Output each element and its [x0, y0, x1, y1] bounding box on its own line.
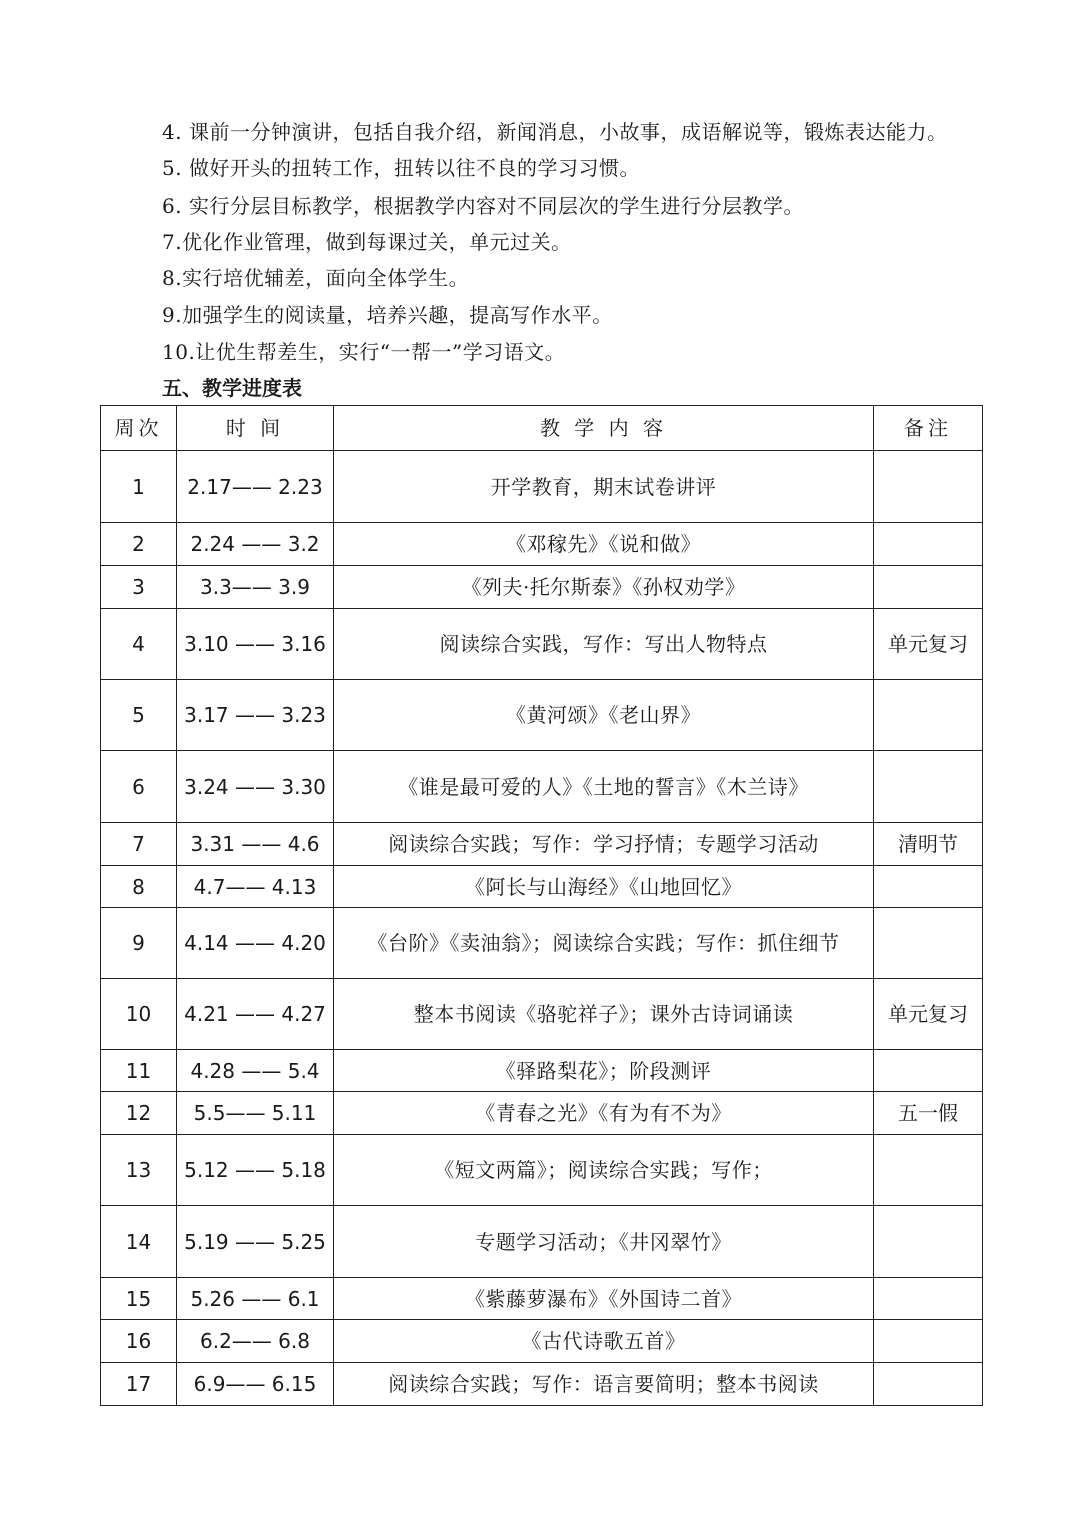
note-cell: 五一假 — [874, 1092, 983, 1135]
table-row — [101, 566, 983, 609]
week-cell: 13 — [101, 1135, 177, 1206]
content-cell: 《短文两篇》；阅读综合实践；写作； — [334, 1135, 874, 1206]
header-note: 备注 — [874, 406, 983, 451]
header-content: 教 学 内 容 — [334, 406, 874, 451]
time-cell: 5.19 —— 5.25 — [177, 1206, 334, 1278]
header-week: 周次 — [101, 406, 177, 451]
time-cell: 5.5—— 5.11 — [177, 1092, 334, 1135]
content-cell: 《列夫·托尔斯泰》《孙权劝学》 — [334, 566, 874, 609]
table-row — [101, 1050, 983, 1092]
section-title: 五、教学进度表 — [162, 376, 302, 400]
content-cell: 专题学习活动；《井冈翠竹》 — [334, 1206, 874, 1278]
note-cell — [874, 566, 983, 609]
list-item-7: 7.优化作业管理，做到每课过关，单元过关。 — [162, 230, 572, 254]
week-cell: 7 — [101, 823, 177, 866]
time-cell: 6.9—— 6.15 — [177, 1363, 334, 1406]
table-row — [101, 1092, 983, 1135]
week-cell: 15 — [101, 1278, 177, 1320]
content-cell: 《青春之光》《有为有不为》 — [334, 1092, 874, 1135]
table-row — [101, 908, 983, 979]
week-cell: 8 — [101, 866, 177, 908]
time-cell: 4.7—— 4.13 — [177, 866, 334, 908]
week-cell: 3 — [101, 566, 177, 609]
list-item-5: 5. 做好开头的扭转工作，扭转以往不良的学习习惯。 — [162, 156, 640, 180]
note-cell: 清明节 — [874, 823, 983, 866]
note-cell — [874, 1206, 983, 1278]
table-row — [101, 1363, 983, 1406]
content-cell: 《古代诗歌五首》 — [334, 1320, 874, 1363]
time-cell: 2.24 —— 3.2 — [177, 523, 334, 566]
week-cell: 17 — [101, 1363, 177, 1406]
table-row — [101, 523, 983, 566]
table-row — [101, 866, 983, 908]
list-item-8: 8.实行培优辅差，面向全体学生。 — [162, 266, 470, 290]
time-cell: 3.31 —— 4.6 — [177, 823, 334, 866]
list-item-6: 6. 实行分层目标教学，根据教学内容对不同层次的学生进行分层教学。 — [162, 194, 804, 218]
week-cell: 5 — [101, 680, 177, 751]
note-cell: 单元复习 — [874, 609, 983, 680]
table-row — [101, 1278, 983, 1320]
note-cell — [874, 866, 983, 908]
content-cell: 开学教育，期末试卷讲评 — [334, 451, 874, 523]
note-cell — [874, 1278, 983, 1320]
time-cell: 3.3—— 3.9 — [177, 566, 334, 609]
time-cell: 4.21 —— 4.27 — [177, 979, 334, 1050]
header-time: 时 间 — [177, 406, 334, 451]
table-row — [101, 1206, 983, 1278]
table-row — [101, 451, 983, 523]
note-cell — [874, 908, 983, 979]
week-cell: 6 — [101, 751, 177, 823]
note-cell — [874, 1135, 983, 1206]
week-cell: 12 — [101, 1092, 177, 1135]
time-cell: 6.2—— 6.8 — [177, 1320, 334, 1363]
week-cell: 1 — [101, 451, 177, 523]
table-row — [101, 680, 983, 751]
note-cell — [874, 523, 983, 566]
table-row — [101, 1320, 983, 1363]
content-cell: 《阿长与山海经》《山地回忆》 — [334, 866, 874, 908]
week-cell: 11 — [101, 1050, 177, 1092]
content-cell: 《黄河颂》《老山界》 — [334, 680, 874, 751]
table-row — [101, 1135, 983, 1206]
content-cell: 整本书阅读《骆驼祥子》；课外古诗词诵读 — [334, 979, 874, 1050]
content-cell: 阅读综合实践，写作：写出人物特点 — [334, 609, 874, 680]
list-item-9: 9.加强学生的阅读量，培养兴趣，提高写作水平。 — [162, 303, 613, 327]
note-cell — [874, 680, 983, 751]
week-cell: 9 — [101, 908, 177, 979]
note-cell — [874, 451, 983, 523]
list-item-10: 10.让优生帮差生，实行“一帮一”学习语文。 — [162, 340, 566, 364]
note-cell — [874, 1050, 983, 1092]
content-cell: 阅读综合实践；写作：学习抒情；专题学习活动 — [334, 823, 874, 866]
content-cell: 《谁是最可爱的人》《土地的誓言》《木兰诗》 — [334, 751, 874, 823]
note-cell: 单元复习 — [874, 979, 983, 1050]
week-cell: 16 — [101, 1320, 177, 1363]
time-cell: 5.26 —— 6.1 — [177, 1278, 334, 1320]
time-cell: 3.24 —— 3.30 — [177, 751, 334, 823]
content-cell: 《台阶》《卖油翁》；阅读综合实践；写作：抓住细节 — [334, 908, 874, 979]
note-cell — [874, 1320, 983, 1363]
table-header-row — [101, 406, 983, 451]
content-cell: 《邓稼先》《说和做》 — [334, 523, 874, 566]
time-cell: 2.17—— 2.23 — [177, 451, 334, 523]
note-cell — [874, 751, 983, 823]
time-cell: 4.14 —— 4.20 — [177, 908, 334, 979]
time-cell: 3.17 —— 3.23 — [177, 680, 334, 751]
content-cell: 《紫藤萝瀑布》《外国诗二首》 — [334, 1278, 874, 1320]
content-cell: 阅读综合实践；写作：语言要简明；整本书阅读 — [334, 1363, 874, 1406]
table-row — [101, 609, 983, 680]
table-row — [101, 823, 983, 866]
table-row — [101, 979, 983, 1050]
list-item-4: 4. 课前一分钟演讲，包括自我介绍，新闻消息，小故事，成语解说等，锻炼表达能力。 — [162, 120, 948, 144]
table-row — [101, 751, 983, 823]
time-cell: 3.10 —— 3.16 — [177, 609, 334, 680]
time-cell: 4.28 —— 5.4 — [177, 1050, 334, 1092]
week-cell: 2 — [101, 523, 177, 566]
week-cell: 14 — [101, 1206, 177, 1278]
week-cell: 4 — [101, 609, 177, 680]
content-cell: 《驿路梨花》；阶段测评 — [334, 1050, 874, 1092]
schedule-table — [100, 405, 983, 1406]
week-cell: 10 — [101, 979, 177, 1050]
note-cell — [874, 1363, 983, 1406]
time-cell: 5.12 —— 5.18 — [177, 1135, 334, 1206]
